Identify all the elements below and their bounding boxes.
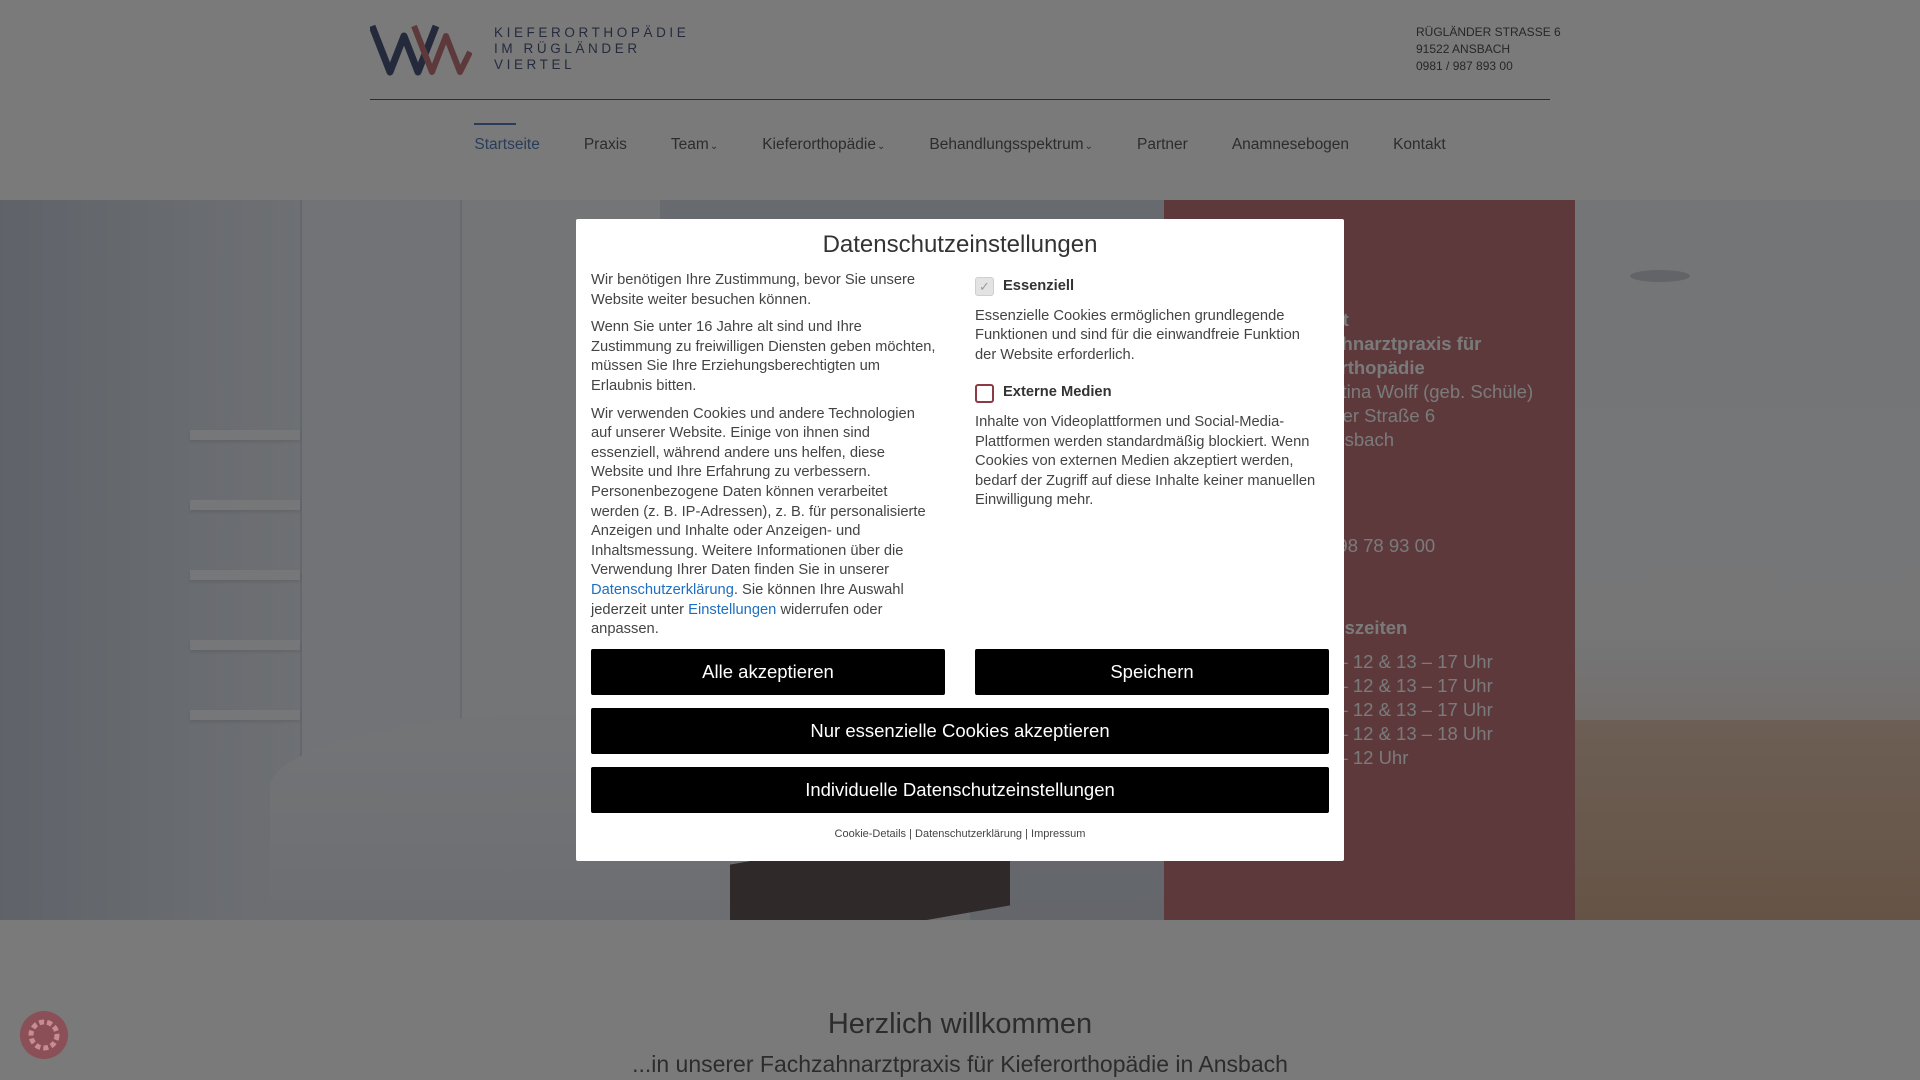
accept-all-button[interactable]: Alle akzeptieren xyxy=(591,649,945,695)
imprint-link[interactable]: Impressum xyxy=(1031,828,1086,840)
accept-essential-button[interactable]: Nur essenzielle Cookies akzeptieren xyxy=(591,708,1329,754)
essential-cookies-option xyxy=(975,277,1325,297)
consent-paragraph: Wir benötigen Ihre Zustimmung, bevor Sie unsere Website weiter besuchen können. xyxy=(591,272,916,308)
consent-text-span: Wir verwenden Cookies und andere Technologien auf unserer Website. Einige von ihnen sind essenziell, während andere uns helfen, diese Website und Ihre Erfahrung zu verbessern. Personenbezogene Daten können verarbeitet werden (z. B. IP-Adressen), z. B. für personalisierte Anzeigen und Inhalte oder Anzeigen- und Inhaltsmessung. Weitere Informationen über die Verwendung Ihrer Daten finden Sie in unserer xyxy=(591,405,926,579)
external-media-description: Inhalte von Videoplattformen und Social-Media-Plattformen werden standardmäßig blockiert. Wenn Cookies von externen Medien akzeptiert werden, bedarf der Zugriff auf diese Inhalte keiner manuellen Einwilligung mehr. xyxy=(975,413,1316,509)
footer-separator: | xyxy=(1025,828,1028,840)
external-media-label: Externe Medien xyxy=(1003,384,1112,401)
consent-text-span: widerrufen oder anpassen. xyxy=(591,601,883,638)
privacy-settings-button[interactable] xyxy=(20,1011,68,1059)
footer-privacy-link[interactable]: Datenschutzerklärung xyxy=(915,828,1023,840)
cookie-consent-modal xyxy=(576,219,1344,861)
essential-description: Essenzielle Cookies ermöglichen grundlegende Funktionen und sind für die einwandfreie Funktion der Website erforderlich. xyxy=(975,307,1300,363)
consent-paragraph: Wenn Sie unter 16 Jahre alt sind und Ihre Zustimmung zu freiwilligen Diensten geben möchten, müssen Sie Ihre Erziehungsberechtigten um Erlaubnis bitten. xyxy=(591,319,936,394)
cookie-details-link[interactable]: Cookie-Details xyxy=(834,828,907,840)
modal-title: Datenschutzeinstellungen xyxy=(822,231,1098,258)
cookie-groups xyxy=(975,277,1325,529)
privacy-policy-link[interactable]: Datenschutzerklärung xyxy=(591,581,734,598)
privacy-settings-icon xyxy=(24,1015,64,1055)
external-media-option[interactable] xyxy=(975,383,1325,403)
individual-settings-button[interactable]: Individuelle Datenschutzeinstellungen xyxy=(591,767,1329,813)
essential-checkbox[interactable] xyxy=(975,277,994,296)
consent-paragraph xyxy=(591,405,936,640)
modal-footer xyxy=(576,828,1344,840)
consent-text-span: . Sie können Ihre Auswahl jederzeit unter xyxy=(591,581,904,618)
essential-label: Essenziell xyxy=(1003,278,1075,294)
consent-text xyxy=(591,271,936,648)
footer-separator: | xyxy=(909,828,912,840)
save-button[interactable]: Speichern xyxy=(975,649,1329,695)
external-media-checkbox[interactable] xyxy=(975,384,994,403)
checkmark-icon: ✓ xyxy=(979,279,990,294)
settings-link[interactable]: Einstellungen xyxy=(688,601,777,618)
